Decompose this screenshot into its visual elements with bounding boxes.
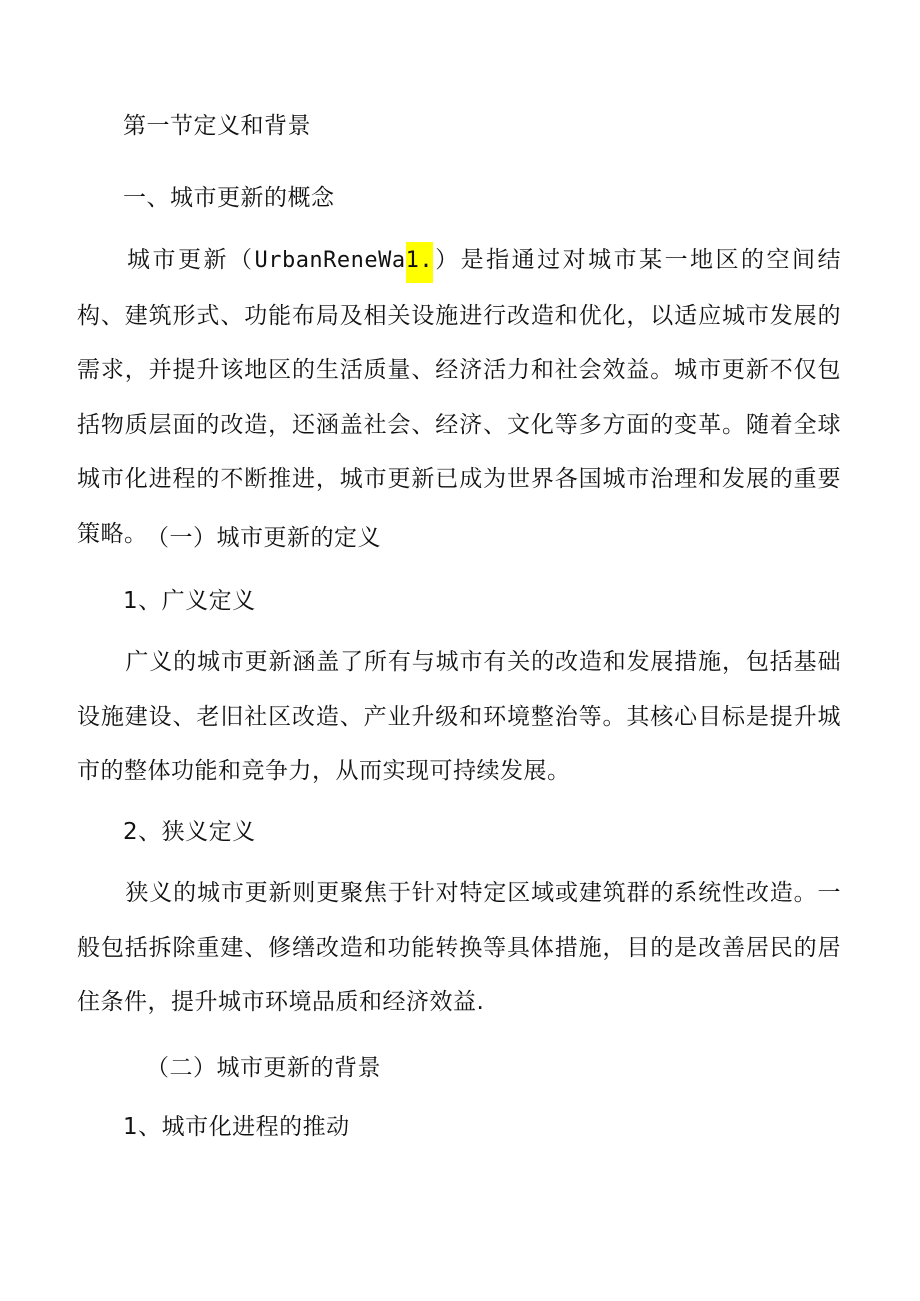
subheading-background: （二）城市更新的背景 <box>146 1055 381 1081</box>
item-broad-definition: 1、广义定义 <box>123 588 256 614</box>
paragraph-concept-prefix: 城市更新（ <box>125 247 255 273</box>
item-narrow-definition: 2、狭义定义 <box>123 819 256 845</box>
paragraph-narrow-definition-text: 狭义的城市更新则更聚焦于针对特定区域或建筑群的系统性改造。一般包括拆除重建、修缮改造和功能转换等具体措施，目的是改善居民的居住条件，提升城市环境品质和经济效益. <box>77 880 841 1015</box>
subheading-definition: （一）城市更新的定义 <box>146 525 381 551</box>
paragraph-concept-body: ）是指通过对城市某一地区的空间结构、建筑形式、功能布局及相关设施进行改造和优化，以适应城市发展的需求，并提升该地区的生活质量、经济活力和社会效益。城市更新不仅包括物质层面的改造，还涵盖社会、经济、文化等多方面的变革。随着全球城市化进程的不断推进，城市更新已成为世界各国城市治理和发展的重要策略。 <box>77 247 842 547</box>
english-term: UrbanReneWa <box>254 248 406 273</box>
item-urbanization: 1、城市化进程的推动 <box>123 1114 350 1140</box>
paragraph-broad-definition-text: 广义的城市更新涵盖了所有与城市有关的改造和发展措施，包括基础设施建设、老旧社区改造、产业升级和环境整治等。其核心目标是提升城市的整体功能和竞争力，从而实现可持续发展。 <box>77 649 841 784</box>
paragraph-broad-definition <box>77 635 841 799</box>
heading-concept: 一、城市更新的概念 <box>123 185 335 211</box>
paragraph-narrow-definition <box>77 866 841 1030</box>
paragraph-concept <box>77 233 841 561</box>
highlighted-term-suffix: 1. <box>406 242 434 283</box>
section-title: 第一节定义和背景 <box>123 113 311 139</box>
